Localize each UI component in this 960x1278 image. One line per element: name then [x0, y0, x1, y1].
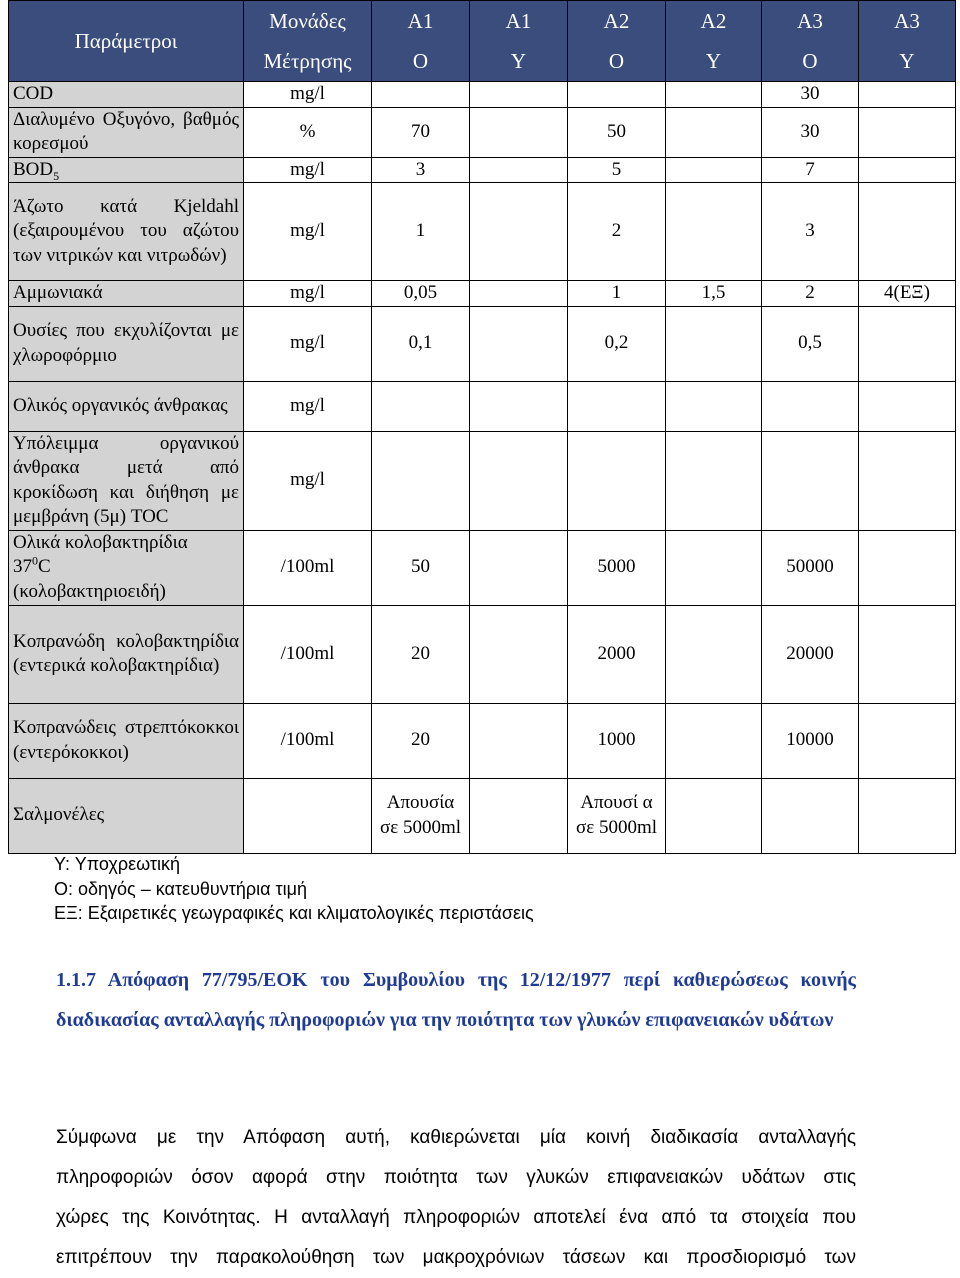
- header-parameters: Παράμετροι: [9, 1, 244, 82]
- cell-a3-o: 2: [762, 281, 859, 307]
- cell-a1-o: 1: [372, 183, 470, 281]
- note-ex: ΕΞ: Εξαιρετικές γεωγραφικές και κλιματολογικές περιστάσεις: [54, 903, 534, 923]
- cell-a2-o: 2: [568, 183, 666, 281]
- row-unit: mg/l: [244, 183, 372, 281]
- body-line: Σύμφωνα με την Απόφαση αυτή, καθιερώνεται μία κοινή διαδικασία ανταλλαγής: [56, 1127, 856, 1148]
- row-unit: mg/l: [244, 82, 372, 108]
- header-a3-o: A3 O: [762, 1, 859, 82]
- cell-a2-o: 1000: [568, 703, 666, 778]
- table-row: [9, 605, 956, 703]
- row-unit: mg/l: [244, 431, 372, 530]
- row-label: Αμμωνιακά: [9, 281, 244, 307]
- table-row: [9, 82, 956, 108]
- note-o: Ο: οδηγός – κατευθυντήρια τιμή: [54, 878, 308, 899]
- row-unit: %: [244, 107, 372, 157]
- cell-a3-o: 30: [762, 82, 859, 108]
- row-label: Κοπρανώδεις στρεπτόκοκκοι (εντερόκοκκοι): [9, 703, 244, 778]
- parameters-table: [8, 0, 956, 854]
- table-row: [9, 381, 956, 431]
- cell-a2-o: 1: [568, 281, 666, 307]
- table-row: [9, 306, 956, 381]
- row-unit: mg/l: [244, 381, 372, 431]
- cell-a3-o: 30: [762, 107, 859, 157]
- header-a1-o: A1 O: [372, 1, 470, 82]
- table-notes: [54, 852, 534, 926]
- table-row: [9, 183, 956, 281]
- row-label: $BOD_5$: [9, 157, 244, 183]
- row-unit: /100ml: [244, 703, 372, 778]
- cell-a2-o: Απουσί α σε 5000ml: [568, 778, 666, 853]
- header-a3-y: A3 Y: [859, 1, 956, 82]
- row-label: Υπόλειμμα οργανικού άνθρακα μετά από κροκίδωση και διήθηση με μεμβράνη (5μ) TOC: [9, 431, 244, 530]
- cell-a3-y: 4(ΕΞ): [859, 281, 956, 307]
- header-units: Μονάδες Μέτρησης: [244, 1, 372, 82]
- table-row: [9, 281, 956, 307]
- cell-a3-o: 3: [762, 183, 859, 281]
- cell-a2-y: 1,5: [666, 281, 762, 307]
- section-heading: 1.1.7 Απόφαση 77/795/ΕΟΚ του Συμβουλίου της 12/12/1977 περί καθιερώσεως κοινής διαδικασίας ανταλλαγής πληροφοριών για την ποιότητα των γλυκών επιφανειακών υδάτων: [56, 969, 856, 1031]
- cell-a3-o: 50000: [762, 530, 859, 605]
- table-row: [9, 703, 956, 778]
- header-a2-o: A2 O: [568, 1, 666, 82]
- header-a2-y: A2 Y: [666, 1, 762, 82]
- row-label: Ουσίες που εκχυλίζονται με χλωροφόρμιο: [9, 306, 244, 381]
- cell-a1-o: 50: [372, 530, 470, 605]
- note-y: Υ: Υποχρεωτική: [54, 854, 181, 874]
- cell-a1-o: 3: [372, 157, 470, 183]
- row-label: Άζωτο κατά Kjeldahl (εξαιρουμένου του αζώτου των νιτρικών και νιτρωδών): [9, 183, 244, 281]
- cell-a3-o: 20000: [762, 605, 859, 703]
- cell-a1-o: 20: [372, 703, 470, 778]
- header-a1-y: A1 Y: [470, 1, 568, 82]
- cell-a1-o: 70: [372, 107, 470, 157]
- row-label: Ολικός οργανικός άνθρακας: [9, 381, 244, 431]
- row-label: COD: [9, 82, 244, 108]
- table-row: [9, 530, 956, 605]
- table-row: [9, 107, 956, 157]
- row-label: Κοπρανώδη κολοβακτηρίδια (εντερικά κολοβακτηρίδια): [9, 605, 244, 703]
- row-label: Σαλμονέλες: [9, 778, 244, 853]
- cell-a3-o: 10000: [762, 703, 859, 778]
- row-unit: mg/l: [244, 281, 372, 307]
- row-unit: mg/l: [244, 306, 372, 381]
- body-line: πληροφοριών όσον αφορά στην ποιότητα των γλυκών επιφανειακών υδάτων στις: [56, 1167, 856, 1188]
- cell-a1-o: 0,05: [372, 281, 470, 307]
- body-line: επιτρέπουν την παρακολούθηση των μακροχρόνιων τάσεων και προσδιορισμό των: [56, 1247, 856, 1268]
- row-unit: mg/l: [244, 157, 372, 183]
- row-unit: /100ml: [244, 605, 372, 703]
- cell-a1-o: 20: [372, 605, 470, 703]
- cell-a2-o: 0,2: [568, 306, 666, 381]
- cell-a3-o: 0,5: [762, 306, 859, 381]
- cell-a1-o: 0,1: [372, 306, 470, 381]
- table-row: [9, 778, 956, 853]
- table-header-row: [9, 1, 956, 82]
- section-body: [56, 1118, 856, 1278]
- cell-a2-o: 50: [568, 107, 666, 157]
- cell-a2-o: 2000: [568, 605, 666, 703]
- row-unit: /100ml: [244, 530, 372, 605]
- cell-a2-o: 5000: [568, 530, 666, 605]
- cell-a2-o: 5: [568, 157, 666, 183]
- cell-a3-o: 7: [762, 157, 859, 183]
- table-row: [9, 157, 956, 183]
- row-label: Ολικά κολοβακτηρίδια $37^0C$ (κολοβακτηριοειδή): [9, 530, 244, 605]
- body-line: χώρες της Κοινότητας. Η ανταλλαγή πληροφοριών αποτελεί ένα από τα στοιχεία που: [56, 1207, 856, 1228]
- row-label: Διαλυμένο Οξυγόνο, βαθμός κορεσμού: [9, 107, 244, 157]
- table-row: [9, 431, 956, 530]
- cell-a1-o: Απουσία σε 5000ml: [372, 778, 470, 853]
